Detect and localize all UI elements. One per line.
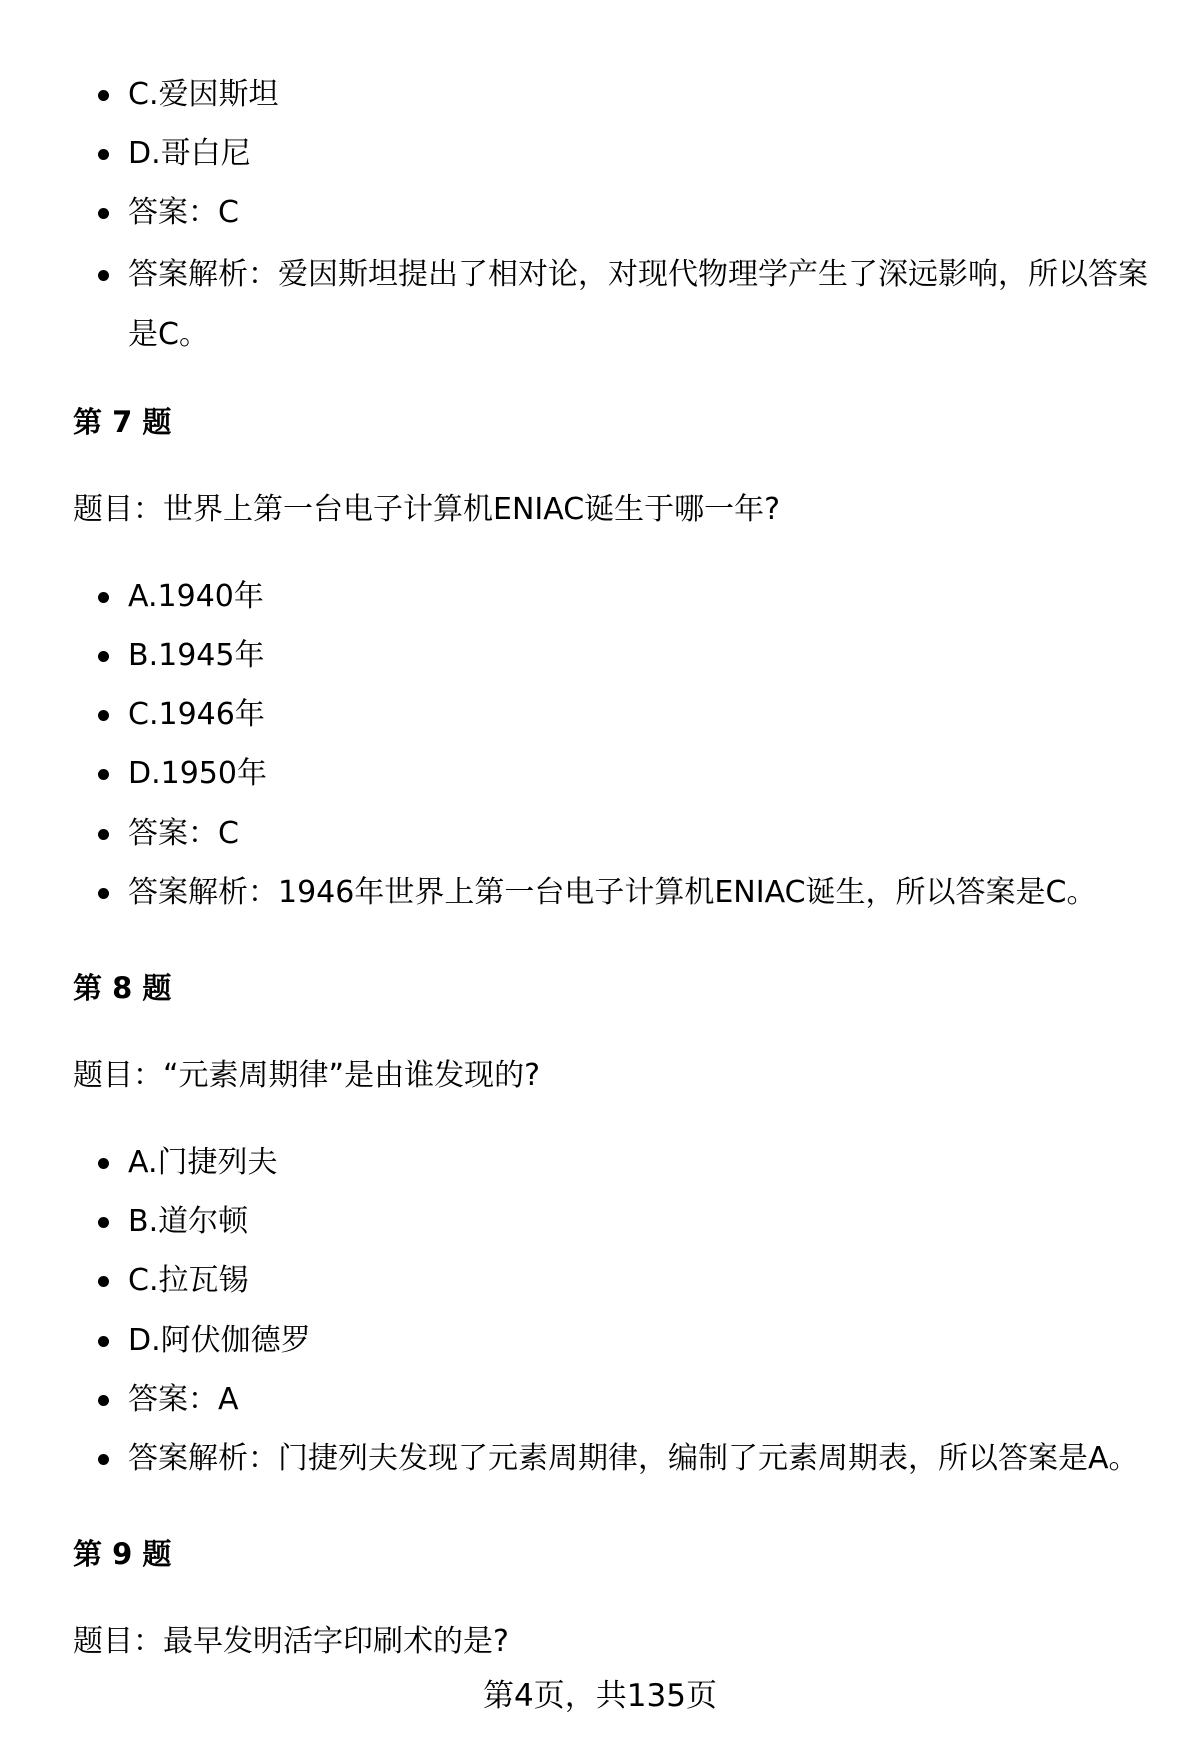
page-footer: 第4页，共135页 bbox=[483, 1678, 717, 1714]
question-text: 题目：世界上第一台电子计算机ENIAC诞生于哪一年? bbox=[73, 492, 781, 527]
list-item: B.1945年 bbox=[128, 626, 264, 686]
list-item: A.1940年 bbox=[128, 567, 264, 627]
list-item: C.1946年 bbox=[128, 685, 265, 745]
list-item: 答案解析：1946年世界上第一台电子计算机ENIAC诞生，所以答案是C。 bbox=[128, 863, 1096, 923]
list-item: B.道尔顿 bbox=[128, 1192, 248, 1252]
list-item: 答案：C bbox=[128, 804, 239, 864]
list-item: 答案：A bbox=[128, 1370, 239, 1430]
list-item: D.阿伏伽德罗 bbox=[128, 1311, 311, 1371]
question-text: 题目：最早发明活字印刷术的是? bbox=[73, 1624, 509, 1659]
list-item: D.1950年 bbox=[128, 744, 267, 804]
list-item: 答案解析：爱因斯坦提出了相对论，对现代物理学产生了深远影响，所以答案是C。 bbox=[128, 245, 1148, 365]
list-item: C.拉瓦锡 bbox=[128, 1251, 248, 1311]
list-item: A.门捷列夫 bbox=[128, 1133, 278, 1193]
list-item: D.哥白尼 bbox=[128, 124, 251, 184]
list-item: 答案解析：门捷列夫发现了元素周期律，编制了元素周期表，所以答案是A。 bbox=[128, 1429, 1139, 1489]
list-item: C.爱因斯坦 bbox=[128, 65, 278, 125]
question-heading: 第 8 题 bbox=[73, 971, 172, 1005]
list-item: 答案：C bbox=[128, 183, 239, 243]
question-text: 题目：“元素周期律”是由谁发现的? bbox=[73, 1058, 541, 1093]
question-heading: 第 7 题 bbox=[73, 405, 172, 439]
question-heading: 第 9 题 bbox=[73, 1537, 172, 1571]
